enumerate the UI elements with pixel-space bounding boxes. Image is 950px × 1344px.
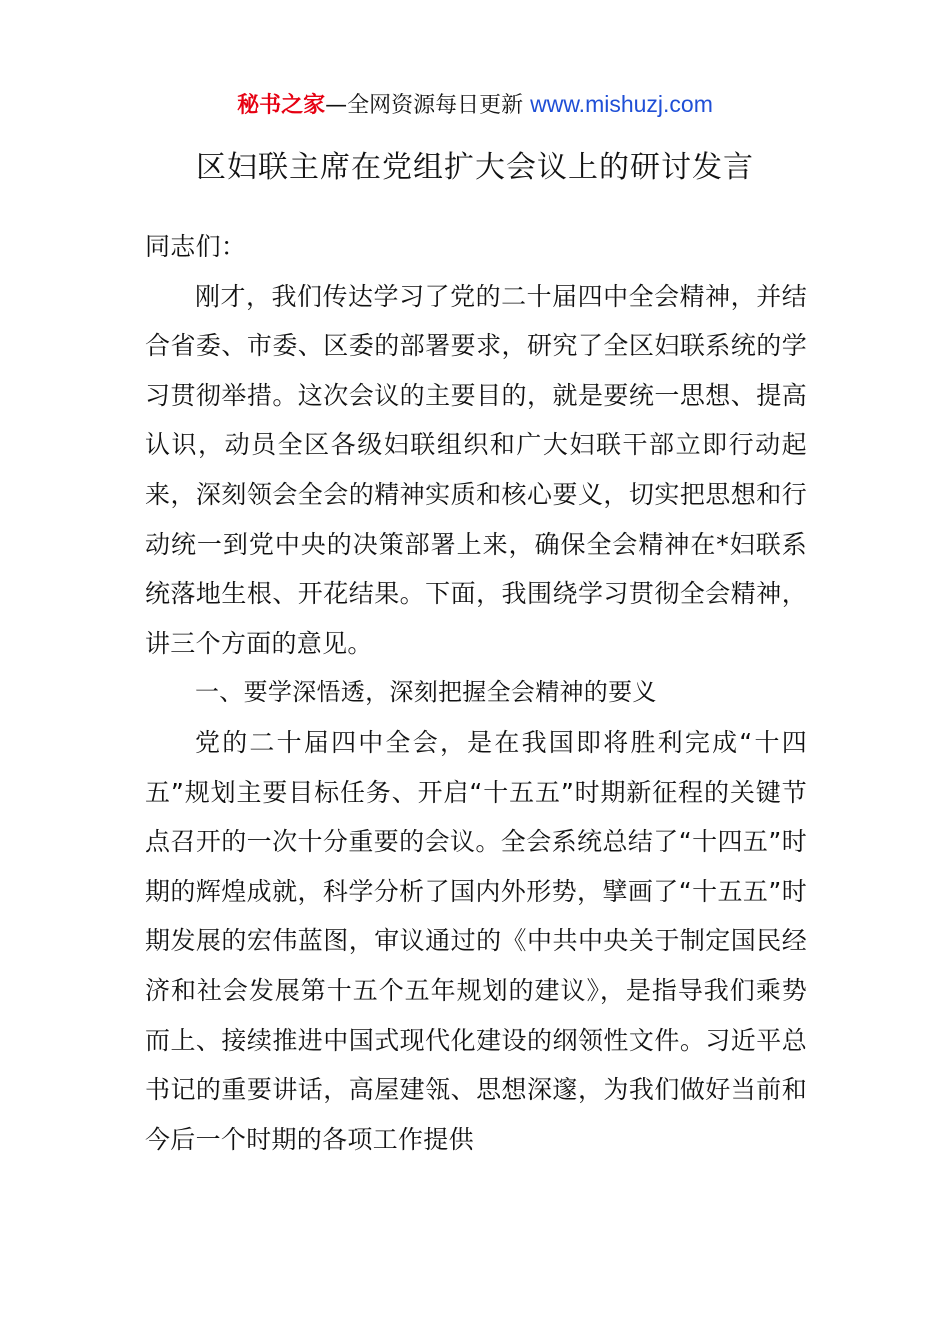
site-tagline: —全网资源每日更新 (325, 93, 531, 118)
site-url-link[interactable]: www.mishuzj.com (530, 91, 713, 117)
document-title: 区妇联主席在党组扩大会议上的研讨发言 (196, 150, 754, 185)
section-heading-1: 一、要学深悟透，深刻把握全会精神的要义 (195, 678, 657, 707)
intro-paragraph: 刚才，我们传达学习了党的二十届四中全会精神，并结合省委、市委、区委的部署要求，研究了全区妇联系统的学习贯彻举措。这次会议的主要目的，就是要统一思想、提高认识，动员全区各级妇联组织和广大妇联干部立即行动起来，深刻领会全会的精神实质和核心要义，切实把思想和行动统一到党中央的决策部署上来，确保全会精神在*妇联系统落地生根、开花结果。下面，我围绕学习贯彻全会精神，讲三个方面的意见。 (145, 281, 807, 658)
site-brand: 秘书之家 (237, 93, 326, 118)
site-header (0, 88, 950, 122)
section-1-paragraph: 党的二十届四中全会，是在我国即将胜利完成“十四五”规划主要目标任务、开启“十五五”时期新征程的关键节点召开的一次十分重要的会议。全会系统总结了“十四五”时期的辉煌成就，科学分析了国内外形势，擘画了“十五五”时期发展的宏伟蓝图，审议通过的《中共中央关于制定国民经济和社会发展第十五个五年规划的建议》，是指导我们乘势而上、接续推进中国式现代化建设的纲领性文件。习近平总书记的重要讲话，高屋建瓴、思想深邃，为我们做好当前和今后一个时期的各项工作提供 (145, 727, 807, 1154)
salutation: 同志们： (145, 232, 247, 261)
document-body (145, 222, 807, 1164)
